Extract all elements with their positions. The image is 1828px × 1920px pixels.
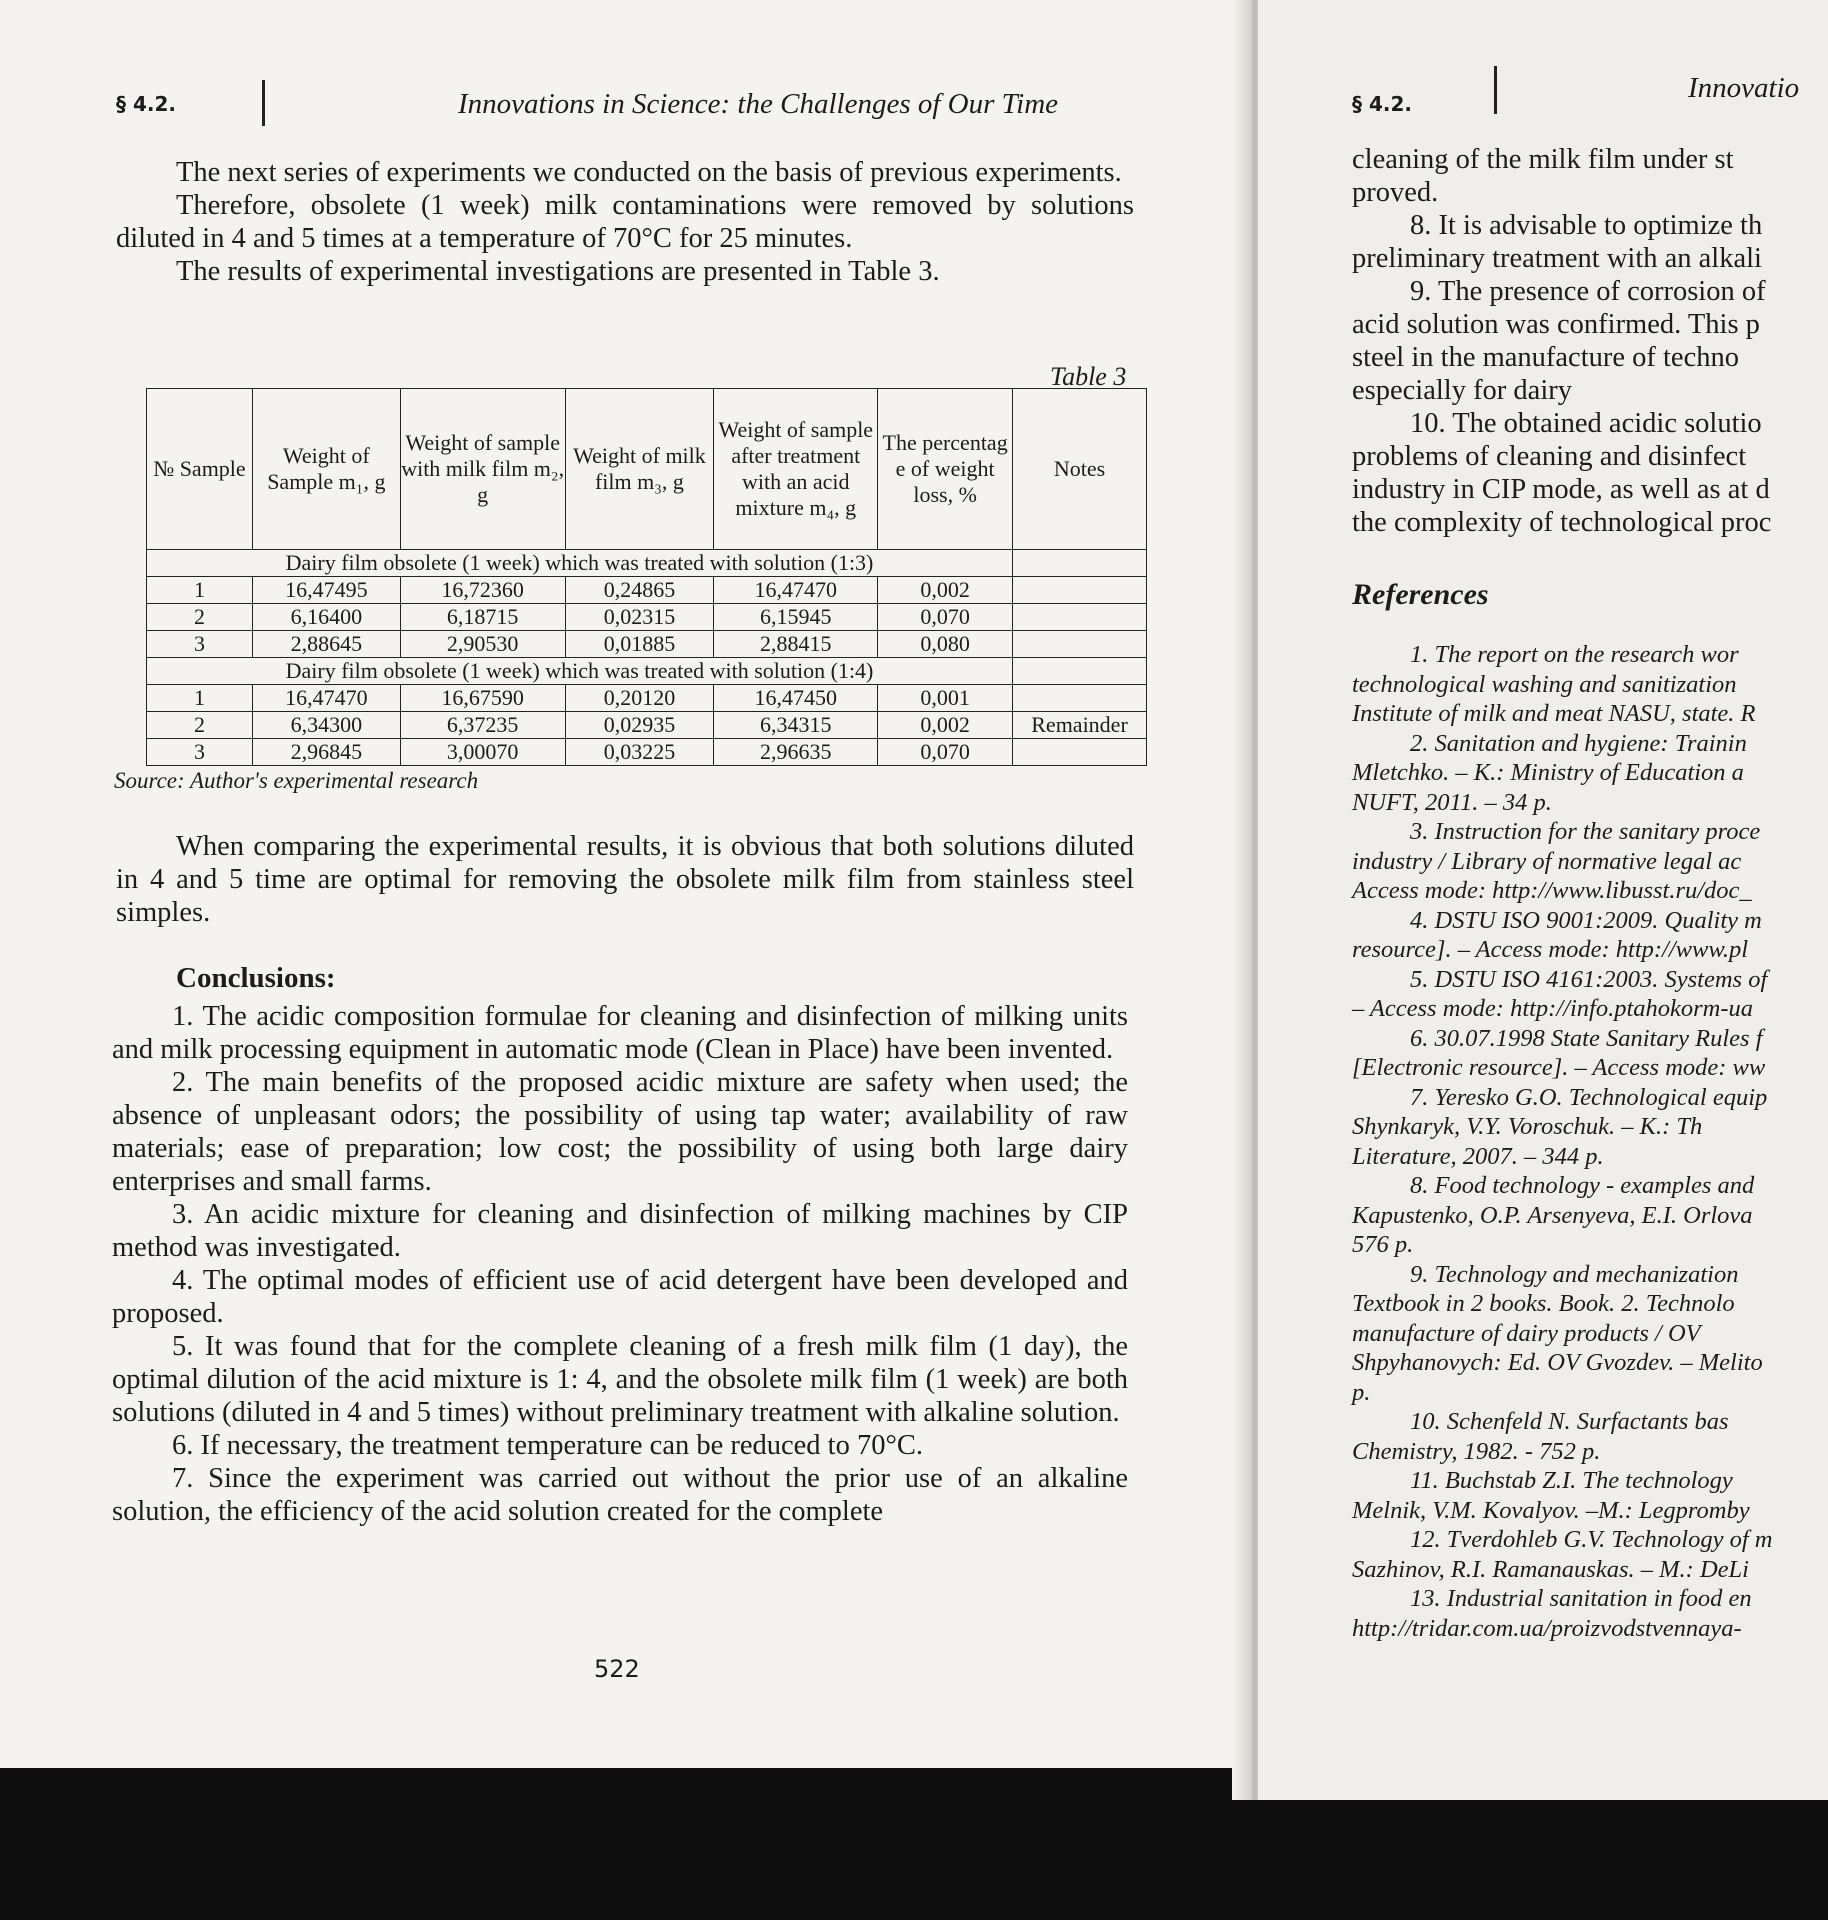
reference-line: Kapustenko, O.P. Arsenyeva, E.I. Orlova — [1352, 1201, 1753, 1229]
table-cell: 0,01885 — [565, 631, 714, 658]
table-row — [147, 631, 1147, 658]
page-number: 522 — [594, 1655, 640, 1683]
table-cell: 0,002 — [878, 577, 1013, 604]
table-cell: 16,67590 — [400, 685, 565, 712]
reference-line: 2. Sanitation and hygiene: Trainin — [1410, 729, 1747, 757]
reference-line: 13. Industrial sanitation in food en — [1410, 1585, 1752, 1612]
paragraph: When comparing the experimental results, it is obvious that both solutions diluted in 4 and 5 time are optimal for removing the obsolete milk film from stainless steel simples. — [116, 831, 1134, 928]
group-title: Dairy film obsolete (1 week) which was treated with solution (1:4) — [147, 658, 1013, 685]
column-header: The percentag e of weight loss, % — [878, 389, 1013, 550]
column-header: Weight of milk film m₃, g — [565, 389, 714, 550]
conclusion-item: 4. The optimal modes of efficient use of acid detergent have been developed and proposed. — [112, 1265, 1128, 1329]
table-cell: 6,34300 — [252, 712, 400, 739]
reference-line: technological washing and sanitization — [1352, 670, 1737, 698]
reference-line: industry / Library of normative legal ac — [1352, 847, 1742, 875]
conclusion-item: 6. If necessary, the treatment temperature can be reduced to 70°C. — [172, 1430, 924, 1461]
reference-line: Sazhinov, R.I. Ramanauskas. – M.: DeLi — [1352, 1555, 1749, 1583]
table-cell — [1013, 577, 1147, 604]
table-cell: 0,24865 — [565, 577, 714, 604]
table-cell: 0,001 — [878, 685, 1013, 712]
table-cell: 0,02315 — [565, 604, 714, 631]
reference-line: 1. The report on the research wor — [1410, 641, 1739, 668]
table-cell — [1013, 631, 1147, 658]
table-row — [147, 739, 1147, 766]
table-cell: 6,34315 — [714, 712, 878, 739]
conclusion-item: 7. Since the experiment was carried out without the prior use of an alkaline solution, the efficiency of the acid solution created for the complete — [112, 1463, 1128, 1527]
reference-line: 3. Instruction for the sanitary proce — [1410, 818, 1761, 845]
table-cell — [1013, 739, 1147, 766]
table-group-row — [147, 658, 1147, 685]
table-cell: 6,18715 — [400, 604, 565, 631]
column-header: Weight of sample after treatment with an acid mixture m₄, g — [714, 389, 878, 550]
column-header: № Sample — [147, 389, 253, 550]
table-cell: 16,72360 — [400, 577, 565, 604]
reference-line: 6. 30.07.1998 State Sanitary Rules f — [1410, 1024, 1763, 1052]
table-cell: Remainder — [1013, 712, 1147, 739]
table-cell: 6,15945 — [714, 604, 878, 631]
table-cell: 0,002 — [878, 712, 1013, 739]
column-header: Weight of Sample m₁, g — [252, 389, 400, 550]
notes-cell — [1013, 658, 1147, 685]
table-cell — [1013, 685, 1147, 712]
reference-line: Melnik, V.M. Kovalyov. –M.: Legpromby — [1352, 1496, 1750, 1524]
table-cell: 16,47495 — [252, 577, 400, 604]
table-caption: Table 3 — [1050, 362, 1127, 391]
header-divider — [1494, 66, 1497, 114]
table-cell: 0,03225 — [565, 739, 714, 766]
reference-line: 11. Buchstab Z.I. The technology — [1410, 1467, 1733, 1494]
reference-line: 5. DSTU ISO 4161:2003. Systems of — [1410, 965, 1768, 993]
table-cell: 0,080 — [878, 631, 1013, 658]
intro-text — [116, 156, 1134, 288]
reference-line: – Access mode: http://info.ptahokorm-ua — [1352, 995, 1754, 1022]
table-cell: 2 — [147, 712, 253, 739]
reference-line: 576 p. — [1352, 1231, 1414, 1258]
table-row — [147, 604, 1147, 631]
text-line: industry in CIP mode, as well as at d — [1352, 474, 1770, 505]
table-cell: 1 — [147, 577, 253, 604]
reference-line: Shynkaryk, V.Y. Voroschuk. – K.: Th — [1352, 1113, 1703, 1140]
reference-line: 12. Tverdohleb G.V. Technology of m — [1410, 1526, 1773, 1553]
table-group-row — [147, 550, 1147, 577]
reference-line: Shpyhanovych: Ed. OV Gvozdev. – Melito — [1352, 1349, 1763, 1376]
conclusion-item: 1. The acidic composition formulae for cleaning and disinfection of milking units and milk processing equipment in automatic mode (Clean in Place) have been invented. — [112, 1001, 1128, 1065]
reference-line: resource]. – Access mode: http://www.pl — [1352, 936, 1749, 963]
table-header-row — [147, 389, 1147, 550]
paragraph: The results of experimental investigations are presented in Table 3. — [176, 256, 940, 287]
text-line: especially for dairy — [1352, 375, 1572, 406]
reference-line: p. — [1352, 1378, 1371, 1406]
reference-line: 10. Schenfeld N. Surfactants bas — [1410, 1408, 1729, 1435]
table-cell: 3 — [147, 739, 253, 766]
section-number: § 4.2. — [116, 92, 176, 116]
table-cell: 6,16400 — [252, 604, 400, 631]
text-line: proved. — [1352, 177, 1439, 208]
references-list — [1352, 640, 1773, 1643]
text-line: steel in the manufacture of techno — [1352, 342, 1739, 373]
group-title: Dairy film obsolete (1 week) which was treated with solution (1:3) — [147, 550, 1013, 577]
table-cell: 16,47470 — [252, 685, 400, 712]
table-cell: 2,90530 — [400, 631, 565, 658]
column-header: Notes — [1013, 389, 1147, 550]
reference-line: 9. Technology and mechanization — [1410, 1260, 1739, 1288]
table-cell: 6,37235 — [400, 712, 565, 739]
table-row — [147, 712, 1147, 739]
reference-line: [Electronic resource]. – Access mode: ww — [1352, 1054, 1766, 1081]
reference-line: Textbook in 2 books. Book. 2. Technolo — [1352, 1290, 1735, 1317]
reference-line: Mletchko. – K.: Ministry of Education a — [1352, 759, 1744, 786]
table-cell: 0,070 — [878, 739, 1013, 766]
table-cell: 2,96845 — [252, 739, 400, 766]
table-cell — [1013, 604, 1147, 631]
reference-line: 4. DSTU ISO 9001:2009. Quality m — [1410, 906, 1762, 934]
running-title: Innovatio — [1688, 72, 1800, 104]
table-cell: 3 — [147, 631, 253, 658]
continued-text — [1352, 143, 1771, 539]
table-cell: 0,20120 — [565, 685, 714, 712]
reference-line: Literature, 2007. – 344 p. — [1352, 1142, 1604, 1170]
conclusion-item: 5. It was found that for the complete cleaning of a fresh milk film (1 day), the optimal dilution of the acid mixture is 1: 4, and the obsolete milk film (1 week) are both solutions (diluted in 4 and 5 times) without preliminary treatment with alkaline solution. — [112, 1331, 1128, 1428]
table-cell: 2,88645 — [252, 631, 400, 658]
references-heading: References — [1352, 578, 1489, 611]
text-line: cleaning of the milk film under st — [1352, 144, 1734, 175]
text-line: 8. It is advisable to optimize th — [1410, 210, 1763, 241]
text-line: acid solution was confirmed. This p — [1352, 309, 1760, 340]
table-cell: 2,88415 — [714, 631, 878, 658]
conclusion-item: 2. The main benefits of the proposed acidic mixture are safety when used; the absence of unpleasant odors; the possibility of using tap water; availability of raw materials; ease of preparation; low cost; the possibility of using both large dairy enterprises and small farms. — [112, 1067, 1128, 1197]
conclusion-item: 3. An acidic mixture for cleaning and disinfection of milking machines by CIP method was investigated. — [112, 1199, 1128, 1263]
reference-line: Chemistry, 1982. - 752 p. — [1352, 1437, 1601, 1465]
table-cell: 16,47470 — [714, 577, 878, 604]
reference-line: 7. Yeresko G.O. Technological equip — [1410, 1083, 1768, 1111]
column-header: Weight of sample with milk film m₂, g — [400, 389, 565, 550]
paragraph: Therefore, obsolete (1 week) milk contaminations were removed by solutions diluted in 4 and 5 times at a temperature of 70°C for 25 minutes. — [116, 190, 1134, 254]
table-cell: 0,070 — [878, 604, 1013, 631]
text-line: 9. The presence of corrosion of — [1410, 276, 1766, 307]
table-source: Source: Author's experimental research — [114, 768, 479, 793]
reference-line: Institute of milk and meat NASU, state. R — [1352, 700, 1756, 727]
table-cell: 16,47450 — [714, 685, 878, 712]
reference-line: http://tridar.com.ua/proizvodstvennaya- — [1352, 1614, 1742, 1642]
table-cell: 2 — [147, 604, 253, 631]
comparison-text — [116, 830, 1134, 929]
text-line: the complexity of technological proc — [1352, 507, 1772, 538]
section-number: § 4.2. — [1352, 92, 1412, 116]
text-line: preliminary treatment with an alkali — [1352, 243, 1762, 274]
table-cell: 0,02935 — [565, 712, 714, 739]
conclusions-heading: Conclusions: — [176, 962, 336, 994]
text-line: 10. The obtained acidic solutio — [1410, 408, 1762, 439]
running-title: Innovations in Science: the Challenges of Our Time — [458, 88, 1059, 120]
reference-line: manufacture of dairy products / OV — [1352, 1319, 1701, 1347]
table-cell: 2,96635 — [714, 739, 878, 766]
header-divider — [262, 80, 265, 126]
conclusions-list — [112, 1000, 1128, 1528]
table-cell: 3,00070 — [400, 739, 565, 766]
reference-line: 8. Food technology - examples and — [1410, 1172, 1755, 1199]
notes-cell — [1013, 550, 1147, 577]
right-page — [1258, 0, 1828, 1800]
table-row — [147, 685, 1147, 712]
table-cell: 1 — [147, 685, 253, 712]
results-table — [146, 388, 1147, 766]
reference-line: NUFT, 2011. – 34 p. — [1352, 788, 1552, 816]
table-row — [147, 577, 1147, 604]
reference-line: Access mode: http://www.libusst.ru/doc_ — [1352, 877, 1752, 904]
paragraph: The next series of experiments we conducted on the basis of previous experiments. — [176, 157, 1122, 188]
text-line: problems of cleaning and disinfect — [1352, 441, 1747, 472]
